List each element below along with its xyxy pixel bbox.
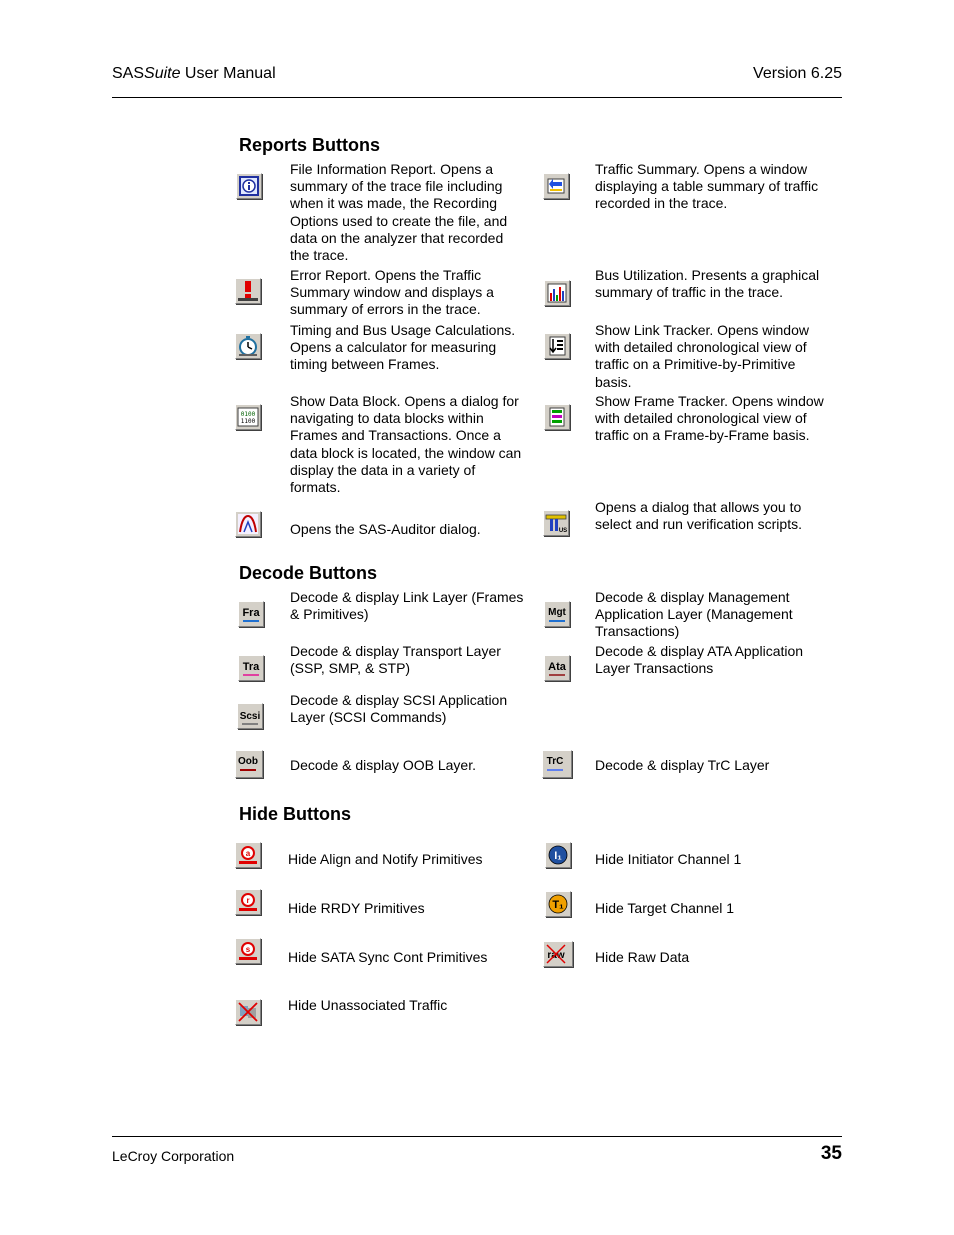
decode-trc-layer-description: Decode & display TrC Layer (595, 757, 770, 773)
decode-scsi-layer-icon (237, 703, 263, 729)
hide-unassociated-traffic-description: Hide Unassociated Traffic (288, 997, 448, 1013)
decode-trc-layer-icon (542, 750, 572, 778)
svg-text:Tra: Tra (242, 661, 260, 673)
frame-tracker-description: Show Frame Tracker. Opens window with detailed chronological view of traffic on a Frame-by-Frame basis. (595, 393, 824, 444)
decode-transport-layer-icon (238, 655, 264, 681)
svg-text:Oob: Oob (238, 756, 258, 767)
svg-text:a: a (245, 849, 251, 858)
decode-buttons-heading: Decode Buttons (239, 563, 378, 583)
hide-sata-sync-cont-icon (235, 938, 261, 964)
svg-text:0100: 0100 (240, 411, 256, 418)
hide-initiator-channel-icon (545, 842, 571, 868)
hide-raw-data-description: Hide Raw Data (595, 949, 690, 965)
decode-link-layer-icon (238, 601, 264, 627)
hide-raw-data-icon (543, 941, 573, 967)
svg-text:s: s (245, 945, 251, 954)
bus-utilization-icon (544, 280, 570, 306)
data-block-description: Show Data Block. Opens a dialog for navigating to data blocks within Frames and Transactions. Once a data block is located, the window can display the data in a variety of formats. (290, 393, 522, 496)
verification-scripts-icon (543, 510, 569, 536)
svg-text:Ata: Ata (548, 661, 566, 673)
svg-text:r: r (246, 896, 250, 905)
running-header-version: Version 6.25 (753, 65, 842, 82)
bus-utilization-description: Bus Utilization. Presents a graphical summary of traffic in the trace. (595, 267, 820, 301)
svg-text:1100: 1100 (240, 418, 256, 425)
decode-transport-layer-description: Decode & display Transport Layer (SSP, SMP, & STP) (290, 643, 501, 677)
svg-text:TrC: TrC (546, 756, 564, 767)
hide-unassociated-traffic-icon (235, 999, 261, 1025)
decode-link-layer-description: Decode & display Link Layer (Frames & Primitives) (290, 589, 524, 623)
sas-auditor-description: Opens the SAS-Auditor dialog. (290, 521, 481, 537)
running-header-title: SASSuite User Manual (112, 65, 276, 82)
decode-management-layer-icon (544, 601, 570, 627)
decode-scsi-layer-description: Decode & display SCSI Application Layer (SCSI Commands) (290, 692, 508, 726)
decode-ata-layer-icon (544, 655, 570, 681)
hide-rrdy-description: Hide RRDY Primitives (288, 900, 425, 916)
traffic-summary-icon (543, 173, 569, 199)
decode-oob-layer-icon (235, 750, 263, 778)
hide-target-channel-description: Hide Target Channel 1 (595, 900, 735, 916)
hide-sata-sync-cont-description: Hide SATA Sync Cont Primitives (288, 949, 488, 965)
timing-calculator-description: Timing and Bus Usage Calculations. Opens a calculator for measuring timing between Frames. (290, 322, 516, 373)
data-block-icon (235, 404, 261, 430)
svg-text:Scsi: Scsi (239, 711, 261, 722)
link-tracker-icon (544, 333, 570, 359)
file-information-report-description: File Information Report. Opens a summary of the trace file including when it was made, the Recording Options used to create the file, and data on the analyzer that recorded the trace. (290, 161, 508, 264)
error-report-icon (235, 278, 261, 304)
svg-text:US: US (558, 528, 568, 534)
hide-rrdy-icon (235, 889, 261, 915)
footer-company: LeCroy Corporation (112, 1148, 235, 1164)
timing-calculator-icon (235, 333, 261, 359)
decode-ata-layer-description: Decode & display ATA Application Layer Transactions (595, 643, 804, 677)
svg-text:T₁: T₁ (552, 899, 564, 911)
hide-target-channel-icon (545, 891, 571, 917)
sas-auditor-icon (235, 511, 261, 537)
decode-management-layer-description: Decode & display Management Application Layer (Management Transactions) (595, 589, 793, 640)
header-rule (112, 97, 842, 98)
svg-text:I₁: I₁ (554, 850, 562, 862)
decode-oob-layer-description: Decode & display OOB Layer. (290, 757, 476, 773)
hide-align-notify-description: Hide Align and Notify Primitives (288, 851, 483, 867)
svg-text:Fra: Fra (242, 607, 260, 619)
svg-text:raw: raw (547, 950, 565, 961)
traffic-summary-description: Traffic Summary. Opens a window displaying a table summary of traffic recorded in the trace. (595, 161, 819, 212)
file-information-report-icon (236, 173, 262, 199)
hide-initiator-channel-description: Hide Initiator Channel 1 (595, 851, 742, 867)
svg-text:Mgt: Mgt (548, 607, 566, 618)
page-number: 35 (820, 1143, 842, 1164)
frame-tracker-icon (544, 404, 570, 430)
hide-align-notify-icon (235, 842, 261, 868)
verification-scripts-description: Opens a dialog that allows you to select and run verification scripts. (595, 499, 802, 533)
reports-buttons-heading: Reports Buttons (239, 135, 380, 155)
footer-rule (112, 1136, 842, 1137)
link-tracker-description: Show Link Tracker. Opens window with detailed chronological view of traffic on a Primitive-by-Primitive basis. (595, 322, 809, 390)
hide-buttons-heading: Hide Buttons (239, 804, 351, 824)
error-report-description: Error Report. Opens the Traffic Summary window and displays a summary of errors in the trace. (290, 267, 494, 318)
